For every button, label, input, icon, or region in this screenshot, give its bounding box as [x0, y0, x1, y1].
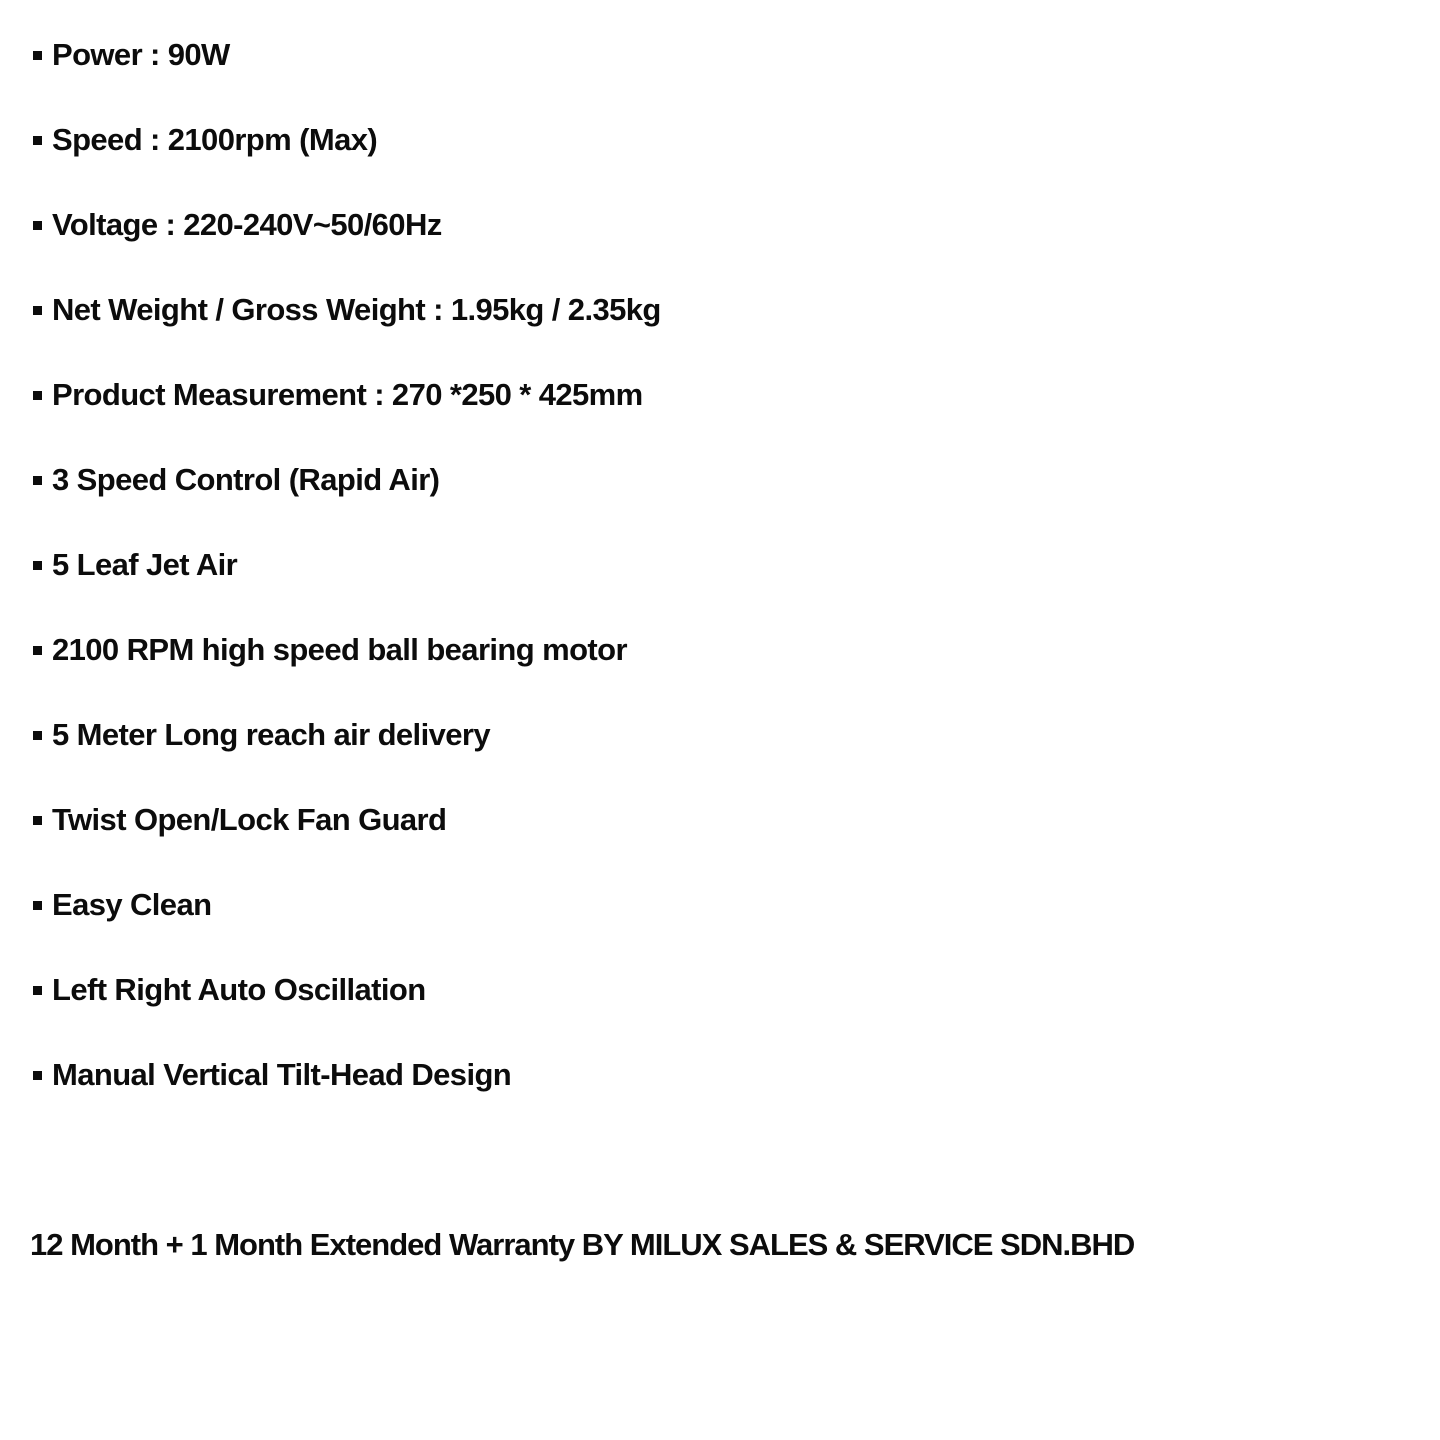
spec-item-text: Easy Clean [52, 887, 212, 922]
spec-item-text: 5 Meter Long reach air delivery [52, 717, 490, 752]
spec-item-oscillation [33, 973, 1400, 1058]
bullet-square-icon [33, 136, 42, 145]
spec-item-fan-guard [33, 803, 1400, 888]
bullet-square-icon [33, 986, 42, 995]
spec-item-voltage [33, 208, 1400, 293]
spec-item-speed-control [33, 463, 1400, 548]
warranty-note: 12 Month + 1 Month Extended Warranty BY MILUX SALES & SERVICE SDN.BHD [30, 1227, 1135, 1262]
spec-list [33, 38, 1400, 1143]
spec-item-motor [33, 633, 1400, 718]
spec-item-speed [33, 123, 1400, 208]
bullet-square-icon [33, 306, 42, 315]
spec-item-text: 3 Speed Control (Rapid Air) [52, 462, 440, 497]
bullet-square-icon [33, 901, 42, 910]
spec-item-text: Manual Vertical Tilt-Head Design [52, 1057, 512, 1092]
bullet-square-icon [33, 561, 42, 570]
bullet-square-icon [33, 51, 42, 60]
spec-item-easy-clean [33, 888, 1400, 973]
spec-item-text: Power : 90W [52, 37, 230, 72]
bullet-square-icon [33, 816, 42, 825]
spec-item-weight [33, 293, 1400, 378]
bullet-square-icon [33, 731, 42, 740]
spec-item-text: 2100 RPM high speed ball bearing motor [52, 632, 627, 667]
spec-item-text: Speed : 2100rpm (Max) [52, 122, 378, 157]
bullet-square-icon [33, 1071, 42, 1080]
bullet-square-icon [33, 221, 42, 230]
bullet-square-icon [33, 391, 42, 400]
spec-item-tilt-head [33, 1058, 1400, 1143]
bullet-square-icon [33, 476, 42, 485]
spec-item-text: Product Measurement : 270 *250 * 425mm [52, 377, 643, 412]
spec-item-text: Twist Open/Lock Fan Guard [52, 802, 447, 837]
spec-item-text: Net Weight / Gross Weight : 1.95kg / 2.35kg [52, 292, 661, 327]
spec-item-text: Left Right Auto Oscillation [52, 972, 426, 1007]
spec-item-power [33, 38, 1400, 123]
bullet-square-icon [33, 646, 42, 655]
spec-item-air-delivery [33, 718, 1400, 803]
spec-item-measurement [33, 378, 1400, 463]
spec-item-text: 5 Leaf Jet Air [52, 547, 238, 582]
spec-item-leaf-jet-air [33, 548, 1400, 633]
spec-item-text: Voltage : 220-240V~50/60Hz [52, 207, 442, 242]
